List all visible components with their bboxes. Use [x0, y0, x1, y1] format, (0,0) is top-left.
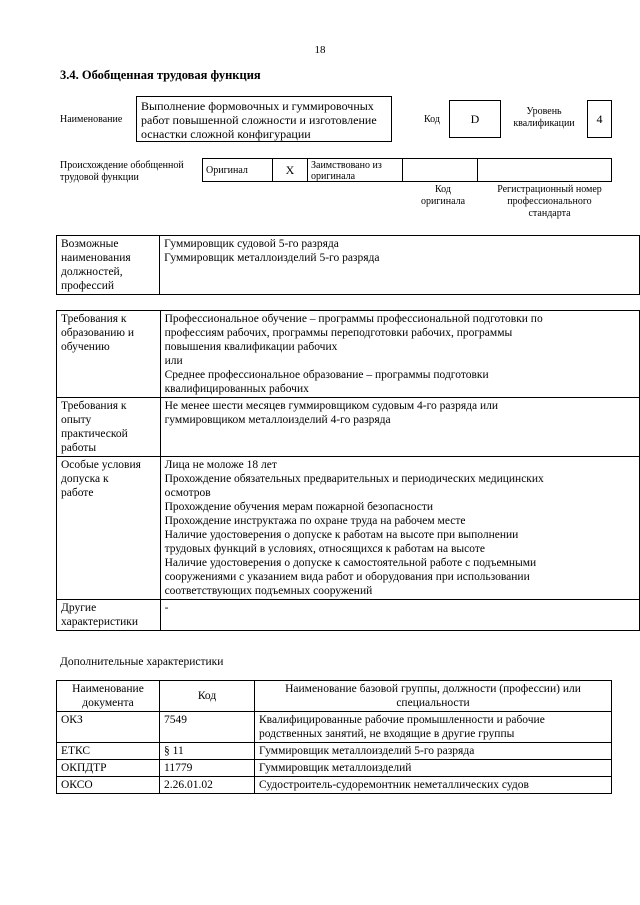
positions-table [56, 235, 640, 295]
other-label [57, 600, 161, 631]
education-label [57, 311, 161, 398]
extra-title: Дополнительные характеристики [60, 656, 224, 668]
table-row [57, 760, 612, 777]
origin-label [60, 160, 184, 184]
cell-line: Гуммировщик металлоизделий [259, 762, 412, 774]
function-name-line: работ повышенной сложности и изготовление [141, 113, 377, 127]
cell-line: Гуммировщик судовой 5-го разряда [164, 238, 339, 250]
cell-line: Возможные [61, 238, 119, 250]
cell-line: обучению [61, 341, 110, 353]
cell-line: Особые условия [61, 459, 141, 471]
cell-line: специальности [396, 697, 470, 709]
col-header-document [57, 681, 160, 712]
cell-line: Наличие удостоверения о допуске к работам на высоте при выполнении [164, 529, 519, 541]
cell-line: Лица не моложе 18 лет [164, 459, 277, 471]
education-value [160, 311, 639, 398]
experience-label [57, 398, 161, 457]
reg-number-caption [482, 184, 617, 220]
code-original-caption [405, 184, 481, 208]
table-row [57, 600, 640, 631]
cell-line: соответствующих подъемных сооружений [164, 585, 373, 597]
function-name-line: Выполнение формовочных и гуммировочных [141, 99, 374, 113]
code-cell: 7549 [160, 712, 255, 743]
section-title: 3.4. Обобщенная трудовая функция [60, 68, 261, 82]
col-header-name [255, 681, 612, 712]
table-row [57, 777, 612, 794]
page-number: 18 [314, 44, 326, 56]
origin-label-line: Происхождение обобщенной [60, 160, 184, 171]
cell-line: Гуммировщик металлоизделий 5-го разряда [259, 745, 475, 757]
cell-line: допуска к [61, 473, 109, 485]
extra-table [56, 680, 612, 794]
borrowed-label-line: Заимствовано из [311, 160, 382, 171]
cell-line: должностей, [61, 266, 123, 278]
caption-line: профессионального [507, 196, 592, 207]
name-cell [255, 777, 612, 794]
caption-line: оригинала [420, 196, 466, 207]
cell-line: работы [61, 442, 97, 454]
original-code-cell [402, 158, 478, 182]
original-label: Оригинал [202, 158, 273, 182]
admission-value [160, 457, 639, 600]
cell-line: Прохождение инструктажа по охране труда на рабочем месте [164, 515, 466, 527]
level-label [505, 106, 583, 130]
cell-line: Прохождение обязательных предварительных и периодических медицинских [164, 473, 544, 485]
positions-label [57, 236, 160, 295]
cell-line: Гуммировщик металлоизделий 5-го разряда [164, 252, 380, 264]
cell-line: характеристики [61, 616, 139, 628]
code-value: D [449, 100, 501, 138]
code-cell: 11779 [160, 760, 255, 777]
cell-line: осмотров [164, 487, 211, 499]
cell-line: документа [82, 697, 134, 709]
origin-label-line: трудовой функции [60, 172, 139, 183]
doc-cell: ЕТКС [57, 743, 160, 760]
cell-line: Среднее профессиональное образование – программы подготовки [164, 369, 489, 381]
cell-line: Требования к [61, 400, 127, 412]
table-header-row [57, 681, 612, 712]
other-value [160, 600, 639, 631]
caption-line: Регистрационный номер [497, 184, 602, 195]
function-name-line: оснастки сложной конфигурации [141, 127, 311, 141]
cell-line: Наличие удостоверения о допуске к самостоятельной работе с подъемными [164, 557, 537, 569]
cell-line: Прохождение обучения мерам пожарной безопасности [164, 501, 434, 513]
cell-line: профессиям рабочих, программы переподготовки рабочих, программы [164, 327, 513, 339]
cell-line: Наименование [72, 683, 144, 695]
reg-number-cell [477, 158, 612, 182]
table-row [57, 712, 612, 743]
table-row [57, 457, 640, 600]
admission-label [57, 457, 161, 600]
cell-line: Другие [61, 602, 97, 614]
doc-cell: ОКЗ [57, 712, 160, 743]
cell-line: Профессиональное обучение – программы профессиональной подготовки по [164, 313, 543, 325]
cell-line: Квалифицированные рабочие промышленности и рабочие [259, 714, 545, 726]
name-cell [255, 712, 612, 743]
positions-values [160, 236, 640, 295]
code-label: Код [424, 114, 440, 125]
name-cell [255, 760, 612, 777]
cell-line: или [164, 355, 183, 367]
cell-line: - [164, 602, 169, 614]
doc-cell: ОКСО [57, 777, 160, 794]
cell-line: сооружениями с указанием вида работ и оборудования при использовании [164, 571, 530, 583]
borrowed-label-line: оригинала [311, 171, 356, 182]
requirements-table [56, 310, 640, 631]
table-row [57, 311, 640, 398]
cell-line: родственных занятий, не входящие в другие группы [259, 728, 515, 740]
experience-value [160, 398, 639, 457]
borrowed-label [307, 158, 403, 182]
code-cell: 2.26.01.02 [160, 777, 255, 794]
cell-line: повышения квалификации рабочих [164, 341, 338, 353]
cell-line: практической [61, 428, 128, 440]
cell-line: гуммировщиком металлоизделий 4-го разряда [164, 414, 391, 426]
table-row [57, 398, 640, 457]
table-row [57, 743, 612, 760]
name-cell [255, 743, 612, 760]
cell-line: Требования к [61, 313, 127, 325]
cell-line: образованию и [61, 327, 134, 339]
cell-line: опыту [61, 414, 92, 426]
caption-line: Код [435, 184, 451, 195]
level-label-line: квалификации [513, 118, 575, 129]
level-value: 4 [587, 100, 612, 138]
origin-row [203, 158, 612, 182]
cell-line: работе [61, 487, 94, 499]
caption-line: стандарта [528, 208, 571, 219]
col-header-code: Код [160, 681, 255, 712]
level-label-line: Уровень [526, 106, 562, 117]
cell-line: Не менее шести месяцев гуммировщиком судовым 4-го разряда или [164, 400, 498, 412]
original-mark: X [272, 158, 308, 182]
cell-line: профессий [61, 280, 115, 292]
cell-line: трудовых функций в условиях, относящихся к работам на высоте [164, 543, 485, 555]
code-cell: § 11 [160, 743, 255, 760]
cell-line: наименования [61, 252, 131, 264]
function-name-box [136, 96, 392, 142]
cell-line: квалифицированных рабочих [164, 383, 309, 395]
cell-line: Наименование базовой группы, должности (профессии) или [285, 683, 581, 695]
cell-line: Судостроитель-судоремонтник неметаллических судов [259, 779, 529, 791]
name-label: Наименование [60, 114, 123, 125]
doc-cell: ОКПДТР [57, 760, 160, 777]
